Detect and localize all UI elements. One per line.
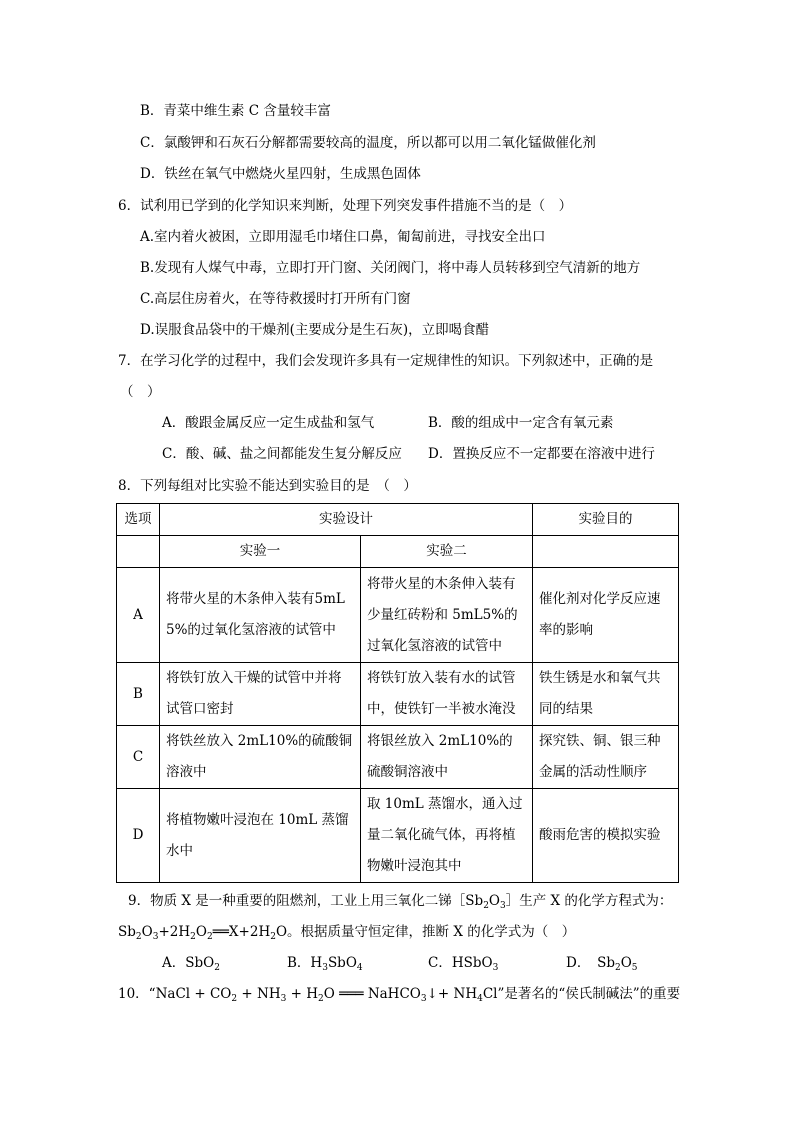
q9-equation: $Sb_2O_3+2H_2O_2══X+2H_2O$。根据质量守恒定律，推断 X 的化学式为（ ） [118,924,576,942]
table-row [117,789,679,883]
row-option: C [117,726,160,789]
q9-option-d: D． $Sb_2O_5$ [566,955,638,973]
row-purpose: 酸雨危害的模拟实验 [533,789,679,883]
q10-stem: 10．“NaCl + $CO_2 + NH_3 + H_2O$ ═══ NaHCO$_3$↓+ $NH_4Cl$”是著名的“侯氏制碱法”的重要 [118,986,681,1004]
q9-option-b: B．$H_3SbO_4$ [287,955,363,973]
row-purpose: 铁生锈是水和氧气共同的结果 [533,663,679,726]
row-option: D [117,789,160,883]
header-option: 选项 [117,504,160,536]
q5-option-c: C．氯酸钾和石灰石分解都需要较高的温度，所以都可以用二氧化锰做催化剂 [140,135,596,151]
row-exp1: 将铁钉放入干燥的试管中并将试管口密封 [160,663,361,726]
row-exp1: 将带火星的木条伸入装有5mL5%的过氧化氢溶液的试管中 [160,568,361,663]
experiment-table [116,503,679,883]
row-exp2: 将银丝放入 2mL10%的硫酸铜溶液中 [361,726,533,789]
table-row [117,663,679,726]
q8-stem: 8．下列每组对比实验不能达到实验目的是 （ ） [118,478,417,494]
q6-option-b: B.发现有人煤气中毒，立即打开门窗、关闭阀门，将中毒人员转移到空气清新的地方 [140,260,641,276]
row-purpose: 催化剂对化学反应速率的影响 [533,568,679,663]
header-design: 实验设计 [160,504,533,536]
table-row [117,568,679,663]
row-exp2: 取 10mL 蒸馏水，通入过量二氧化硫气体，再将植物嫩叶浸泡其中 [361,789,533,883]
q5-option-b: B．青菜中维生素 C 含量较丰富 [140,103,331,119]
row-option: A [117,568,160,663]
header-exp2: 实验二 [361,536,533,568]
q5-option-d: D．铁丝在氧气中燃烧火星四射，生成黑色固体 [140,166,421,182]
q7-option-a: A．酸跟金属反应一定生成盐和氢气 [162,415,375,431]
q6-option-c: C.高层住房着火，在等待救援时打开所有门窗 [140,291,411,307]
q9-stem: 9．物质 X 是一种重要的阻燃剂，工业上用三氧化二锑$[Sb_2O_3]$生产 X 的化学方程式为： [128,893,673,911]
q9-stem-a: 9．物质 X 是一种重要的阻燃剂，工业上用三氧化二锑［Sb [128,893,484,909]
row-purpose: 探究铁、铜、银三种金属的活动性顺序 [533,726,679,789]
table-row [117,726,679,789]
row-option: B [117,663,160,726]
q9-stem-b: ］生产 X 的化学方程式为： [505,893,673,909]
q7-option-b: B．酸的组成中一定含有氧元素 [428,415,614,431]
q7-paren: （ ） [120,384,161,400]
header-exp1: 实验一 [160,536,361,568]
row-exp1: 将植物嫩叶浸泡在 10mL 蒸馏水中 [160,789,361,883]
row-exp2: 将铁钉放入装有水的试管中，使铁钉一半被水淹没 [361,663,533,726]
q7-option-c: C．酸、碱、盐之间都能发生复分解反应 [162,446,402,462]
header-blank [117,536,160,568]
header-purpose: 实验目的 [533,504,679,536]
q7-option-d: D．置换反应不一定都要在溶液中进行 [428,446,655,462]
q7-stem: 7．在学习化学的过程中，我们会发现许多具有一定规律性的知识。下列叙述中，正确的是 [118,353,654,369]
q9-option-c: C．HSbO$_3$ [428,955,499,973]
q6-option-d: D.误服食品袋中的干燥剂(主要成分是生石灰)，立即喝食醋 [140,322,490,338]
q6-option-a: A.室内着火被困，立即用湿毛巾堵住口鼻，匍匐前进，寻找安全出口 [140,229,546,245]
header-blank [533,536,679,568]
row-exp2: 将带火星的木条伸入装有少量红砖粉和 5mL5%的过氧化氢溶液的试管中 [361,568,533,663]
q6-stem: 6．试利用已学到的化学知识来判断，处理下列突发事件措施不当的是（ ） [118,198,573,214]
row-exp1: 将铁丝放入 2mL10%的硫酸铜溶液中 [160,726,361,789]
q9-eq-tail: 。根据质量守恒定律，推断 X 的化学式为（ ） [287,924,576,940]
q9-option-a: A．SbO$_2$ [162,955,220,973]
